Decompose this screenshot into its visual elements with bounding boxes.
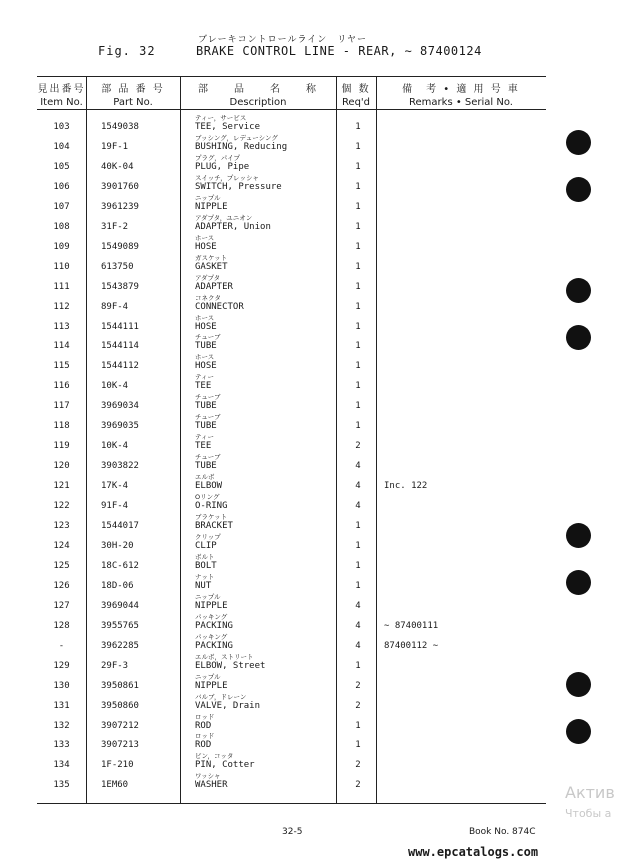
quantity-required: 4 xyxy=(355,640,361,651)
description: PACKING xyxy=(195,640,233,651)
header-description: 部 品 名 称 Description xyxy=(198,84,318,108)
table-row xyxy=(37,731,546,751)
description: NUT xyxy=(195,580,212,591)
item-number: 126 xyxy=(53,580,70,591)
part-number: 1544112 xyxy=(101,361,139,372)
description-japanese: ニップル xyxy=(195,193,221,202)
description: GASKET xyxy=(195,261,228,272)
quantity-required: 1 xyxy=(355,740,361,751)
figure-title: BRAKE CONTROL LINE - REAR, ∼ 87400124 xyxy=(196,44,482,58)
part-number: 91F-4 xyxy=(101,501,129,512)
part-number: 1549038 xyxy=(101,122,139,132)
table-row xyxy=(37,572,546,592)
part-number: 31F-2 xyxy=(101,221,129,232)
item-number: 109 xyxy=(53,241,70,252)
quantity-required: 1 xyxy=(355,321,361,332)
part-number: 18D-06 xyxy=(101,580,134,591)
description: PLUG, Pipe xyxy=(195,161,250,172)
table-row xyxy=(37,612,546,632)
header-remarks: 備 考 • 適 用 号 車 Remarks • Serial No. xyxy=(402,84,520,108)
item-number: 115 xyxy=(53,361,70,372)
part-number: 10K-4 xyxy=(101,441,129,452)
table-row xyxy=(37,273,546,293)
part-number: 30H-20 xyxy=(101,540,134,551)
page-number: 32-5 xyxy=(282,827,303,837)
quantity-required: 2 xyxy=(355,680,361,691)
part-number: 29F-3 xyxy=(101,660,129,671)
description-japanese: パッキング xyxy=(195,632,228,641)
part-number: 3950860 xyxy=(101,700,139,711)
description-japanese: チューブ xyxy=(195,453,221,462)
table-row xyxy=(37,652,546,672)
quantity-required: 4 xyxy=(355,600,361,611)
description: BOLT xyxy=(195,560,217,571)
description-japanese: Oリング xyxy=(195,493,220,502)
description: HOSE xyxy=(195,361,217,372)
description: NIPPLE xyxy=(195,680,228,691)
quantity-required: 1 xyxy=(355,381,361,392)
description-japanese: ニップル xyxy=(195,672,221,681)
table-row xyxy=(37,692,546,712)
item-number: 128 xyxy=(53,620,70,631)
description-japanese: ブッシング，レデューシング xyxy=(195,133,278,142)
table-row xyxy=(37,153,546,173)
part-number: 3969035 xyxy=(101,421,139,432)
description-japanese: ナット xyxy=(195,572,215,581)
item-number: 106 xyxy=(53,181,70,192)
item-number: 111 xyxy=(53,281,70,292)
quantity-required: 2 xyxy=(355,441,361,452)
table-row xyxy=(37,532,546,552)
description-japanese: ホース xyxy=(195,313,215,322)
table-row xyxy=(37,173,546,193)
quantity-required: 4 xyxy=(355,461,361,472)
description: PIN, Cotter xyxy=(195,760,255,771)
item-number: 116 xyxy=(53,381,70,392)
description: TUBE xyxy=(195,341,217,352)
item-number: 103 xyxy=(53,122,70,132)
quantity-required: 1 xyxy=(355,401,361,412)
quantity-required: 1 xyxy=(355,560,361,571)
bullet-marker xyxy=(566,523,591,548)
part-number: 3950861 xyxy=(101,680,139,691)
item-number: 117 xyxy=(53,401,70,412)
description: HOSE xyxy=(195,241,217,252)
description: NIPPLE xyxy=(195,201,228,212)
bullet-marker xyxy=(566,672,591,697)
item-number: 110 xyxy=(53,261,70,272)
part-number: 3969034 xyxy=(101,401,139,412)
bullet-marker xyxy=(566,719,591,744)
description: ELBOW xyxy=(195,481,223,492)
part-number: 613750 xyxy=(101,261,134,272)
item-number: 105 xyxy=(53,161,70,172)
description: WASHER xyxy=(195,780,228,791)
quantity-required: 1 xyxy=(355,141,361,152)
quantity-required: 1 xyxy=(355,181,361,192)
item-number: 114 xyxy=(53,341,70,352)
item-number: 119 xyxy=(53,441,70,452)
table-row xyxy=(37,672,546,692)
book-number: Book No. 874C xyxy=(469,827,536,837)
description: HOSE xyxy=(195,321,217,332)
description: TEE, Service xyxy=(195,122,261,132)
description: O-RING xyxy=(195,501,228,512)
description-japanese: ロッド xyxy=(195,732,215,741)
part-number: 3907213 xyxy=(101,740,139,751)
part-number: 1544111 xyxy=(101,321,139,332)
quantity-required: 1 xyxy=(355,341,361,352)
part-number: 19F-1 xyxy=(101,141,129,152)
description-japanese: ニップル xyxy=(195,592,221,601)
part-number: 3955765 xyxy=(101,620,139,631)
description-japanese: スイッチ，プレッシャ xyxy=(195,173,259,182)
item-number: 125 xyxy=(53,560,70,571)
header-divider xyxy=(37,109,546,110)
item-number: 132 xyxy=(53,720,70,731)
remarks: Inc. 122 xyxy=(384,481,428,492)
description-japanese: チューブ xyxy=(195,393,221,402)
table-row xyxy=(37,233,546,253)
description-japanese: アダプタ，ユニオン xyxy=(195,213,253,222)
item-number: 104 xyxy=(53,141,70,152)
part-number: 1549089 xyxy=(101,241,139,252)
quantity-required: 1 xyxy=(355,241,361,252)
description-japanese: ブラケット xyxy=(195,513,228,521)
quantity-required: 4 xyxy=(355,620,361,631)
quantity-required: 1 xyxy=(355,201,361,212)
item-number: 124 xyxy=(53,540,70,551)
item-number: 127 xyxy=(53,600,70,611)
description: TUBE xyxy=(195,401,217,412)
table-row xyxy=(37,253,546,273)
table-row xyxy=(37,213,546,233)
part-number: 3903822 xyxy=(101,461,139,472)
item-number: 122 xyxy=(53,501,70,512)
table-row xyxy=(37,293,546,313)
quantity-required: 1 xyxy=(355,221,361,232)
quantity-required: 1 xyxy=(355,720,361,731)
item-number: 131 xyxy=(53,700,70,711)
quantity-required: 1 xyxy=(355,361,361,372)
description-japanese: エルボ，ストリート xyxy=(195,652,254,661)
table-row xyxy=(37,592,546,612)
description-japanese: ロッド xyxy=(195,712,215,721)
figure-title-japanese: ブレーキコントロールライン リヤー xyxy=(198,35,368,45)
site-link[interactable]: www.epcatalogs.com xyxy=(408,845,539,859)
bullet-marker xyxy=(566,570,591,595)
description: ELBOW, Street xyxy=(195,660,266,671)
table-row xyxy=(37,632,546,652)
figure-number: Fig. 32 xyxy=(98,44,156,58)
description: ROD xyxy=(195,740,212,751)
bullet-marker xyxy=(566,325,591,350)
description-japanese: エルボ xyxy=(195,473,215,482)
quantity-required: 1 xyxy=(355,580,361,591)
description: PACKING xyxy=(195,620,233,631)
quantity-required: 2 xyxy=(355,700,361,711)
part-number: 18C-612 xyxy=(101,560,139,571)
item-number: 133 xyxy=(53,740,70,751)
remarks: 87400112 ∼ xyxy=(384,640,439,651)
quantity-required: 1 xyxy=(355,301,361,312)
description: TUBE xyxy=(195,421,217,432)
part-number: 1544114 xyxy=(101,341,139,352)
quantity-required: 1 xyxy=(355,281,361,292)
description-japanese: ティー xyxy=(195,433,214,442)
part-number: 17K-4 xyxy=(101,481,129,492)
description-japanese: コネクタ xyxy=(195,293,221,302)
quantity-required: 4 xyxy=(355,501,361,512)
description-japanese: バルブ，ドレーン xyxy=(195,692,247,701)
watermark-line-2: Чтобы а xyxy=(565,807,612,820)
item-number: - xyxy=(58,640,65,651)
table-row xyxy=(37,133,546,153)
quantity-required: 1 xyxy=(355,161,361,172)
table-row xyxy=(37,492,546,512)
part-number: 1F-210 xyxy=(101,760,134,771)
table-row xyxy=(37,412,546,432)
table-row xyxy=(37,352,546,372)
quantity-required: 1 xyxy=(355,261,361,272)
description: NIPPLE xyxy=(195,600,228,611)
description: ROD xyxy=(195,720,212,731)
description-japanese: ガスケット xyxy=(195,253,228,262)
description-japanese: ピン，コッタ xyxy=(195,752,234,761)
part-number: 3962285 xyxy=(101,640,139,651)
item-number: 135 xyxy=(53,780,70,791)
part-number: 1EM60 xyxy=(101,780,129,791)
part-number: 3901760 xyxy=(101,181,139,192)
table-row xyxy=(37,432,546,452)
description-japanese: ティー，サービス xyxy=(195,114,247,122)
table-row xyxy=(37,552,546,572)
description: CLIP xyxy=(195,540,217,551)
part-number: 3969044 xyxy=(101,600,139,611)
quantity-required: 2 xyxy=(355,780,361,791)
part-number: 3961239 xyxy=(101,201,139,212)
header-part-no: 部 品 番 号 Part No. xyxy=(101,84,165,108)
item-number: 134 xyxy=(53,760,70,771)
description-japanese: ホース xyxy=(195,233,215,242)
item-number: 123 xyxy=(53,521,70,531)
table-row xyxy=(37,113,546,133)
description-japanese: チューブ xyxy=(195,413,221,422)
quantity-required: 1 xyxy=(355,521,361,531)
part-number: 1543879 xyxy=(101,281,139,292)
quantity-required: 4 xyxy=(355,481,361,492)
bullet-marker xyxy=(566,177,591,202)
table-row xyxy=(37,193,546,213)
description-japanese: クリップ xyxy=(195,532,221,541)
item-number: 120 xyxy=(53,461,70,472)
item-number: 118 xyxy=(53,421,70,432)
description-japanese: アダプタ xyxy=(195,273,221,282)
description-japanese: ボルト xyxy=(195,552,215,561)
item-number: 113 xyxy=(53,321,70,332)
description-japanese: ワッシャ xyxy=(195,772,221,781)
description: ADAPTER, Union xyxy=(195,221,271,232)
quantity-required: 1 xyxy=(355,122,361,132)
description: TEE xyxy=(195,441,212,452)
table-row xyxy=(37,751,546,771)
item-number: 108 xyxy=(53,221,70,232)
bullet-marker xyxy=(566,130,591,155)
table-row xyxy=(37,771,546,791)
description: SWITCH, Pressure xyxy=(195,181,282,192)
header-item-no: 見出番号 Item No. xyxy=(37,84,86,108)
item-number: 112 xyxy=(53,301,70,312)
description: CONNECTOR xyxy=(195,301,244,312)
description: BRACKET xyxy=(195,521,233,531)
description-japanese: パッキング xyxy=(195,612,228,621)
table-row xyxy=(37,313,546,333)
bullet-marker xyxy=(566,278,591,303)
table-row xyxy=(37,332,546,352)
table-row xyxy=(37,512,546,532)
table-row xyxy=(37,372,546,392)
quantity-required: 1 xyxy=(355,421,361,432)
description: VALVE, Drain xyxy=(195,700,261,711)
description-japanese: チューブ xyxy=(195,333,221,342)
item-number: 121 xyxy=(53,481,70,492)
item-number: 130 xyxy=(53,680,70,691)
description-japanese: ティー xyxy=(195,373,214,382)
quantity-required: 1 xyxy=(355,540,361,551)
part-number: 40K-04 xyxy=(101,161,134,172)
description: BUSHING, Reducing xyxy=(195,141,288,152)
table-row xyxy=(37,712,546,732)
part-number: 3907212 xyxy=(101,720,139,731)
description-japanese: プラグ，パイプ xyxy=(195,153,241,162)
watermark-line-1: Актив xyxy=(565,783,615,802)
description: TUBE xyxy=(195,461,217,472)
table-row xyxy=(37,472,546,492)
header-reqd: 個 数 Req'd xyxy=(341,84,371,108)
part-number: 10K-4 xyxy=(101,381,129,392)
description: ADAPTER xyxy=(195,281,233,292)
quantity-required: 2 xyxy=(355,760,361,771)
description-japanese: ホース xyxy=(195,353,215,362)
table-row xyxy=(37,452,546,472)
table-row xyxy=(37,392,546,412)
item-number: 129 xyxy=(53,660,70,671)
description: TEE xyxy=(195,381,212,392)
remarks: ∼ 87400111 xyxy=(384,620,439,631)
quantity-required: 1 xyxy=(355,660,361,671)
part-number: 1544017 xyxy=(101,521,139,531)
part-number: 89F-4 xyxy=(101,301,129,312)
item-number: 107 xyxy=(53,201,70,212)
